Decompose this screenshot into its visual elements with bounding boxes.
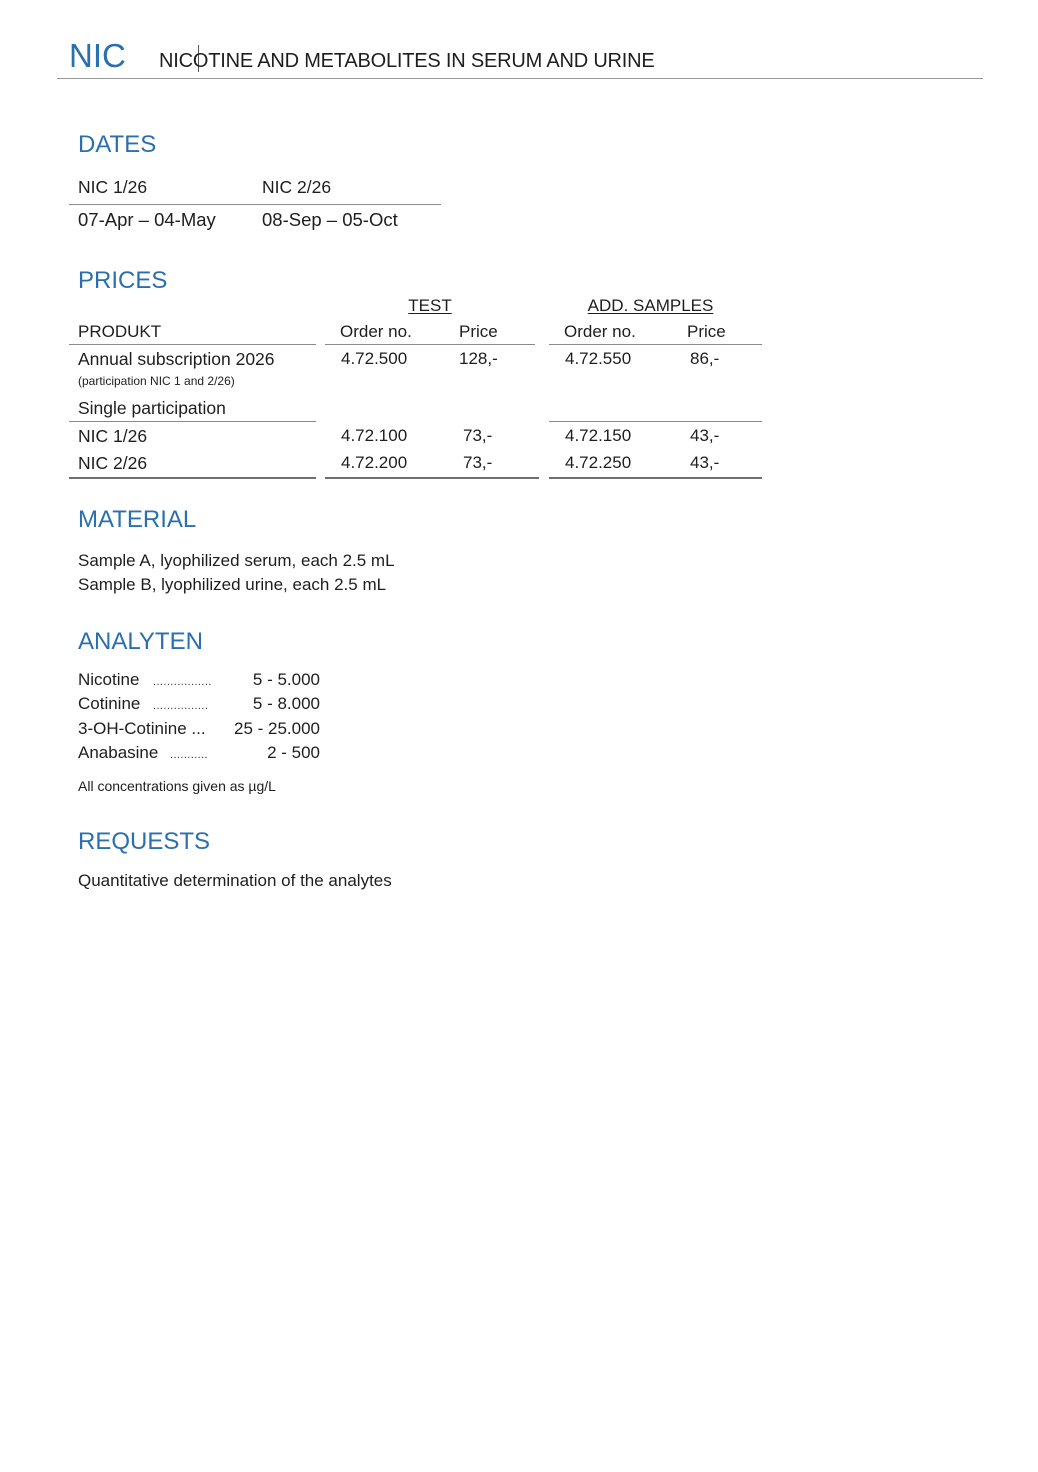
row-nic2-add-order: 4.72.250 <box>565 453 632 472</box>
row-nic2-test-order: 4.72.200 <box>341 453 408 472</box>
col-test-price: Price <box>459 322 498 341</box>
row-nic1-add-price: 43,- <box>690 426 720 445</box>
row-nic1-test-price: 73,- <box>463 426 493 445</box>
prices-bottom-rule-product <box>69 477 316 479</box>
prices-bottom-rule-add <box>549 477 762 479</box>
row-nic2-product: NIC 2/26 <box>78 453 148 473</box>
analyte-leader-1: ................. <box>153 676 212 688</box>
prices-head-rule-add <box>549 344 762 345</box>
dates-col2-value: 08-Sep – 05-Oct <box>262 209 398 230</box>
prices-mid-rule-add <box>549 421 762 422</box>
material-heading: MATERIAL <box>78 506 197 533</box>
row-nic1-product: NIC 1/26 <box>78 426 148 446</box>
requests-heading: REQUESTS <box>78 828 211 855</box>
analyte-range-4: 2 - 500 <box>267 743 320 762</box>
dates-col2-head: NIC 2/26 <box>262 177 332 197</box>
analytes-heading: ANALYTEN <box>78 628 203 655</box>
page-header <box>57 38 983 79</box>
analyte-range-1: 5 - 5.000 <box>252 670 320 689</box>
prices-heading: PRICES <box>78 267 168 294</box>
analyte-name-3: 3-OH-Cotinine ... <box>78 719 206 738</box>
analyte-leader-4: ........... <box>170 749 209 761</box>
material-line-2: Sample B, lyophilized urine, each 2.5 mL <box>78 575 387 594</box>
col-add-price: Price <box>687 322 726 341</box>
col-add-orderno: Order no. <box>564 322 636 341</box>
header-code: NIC <box>69 37 126 74</box>
row-single-label: Single participation <box>78 398 226 418</box>
analyte-name-1: Nicotine <box>78 670 140 689</box>
row-nic2-add-price: 43,- <box>690 453 720 472</box>
dates-col1-value: 07-Apr – 04-May <box>78 209 216 230</box>
dates-rule <box>69 204 441 205</box>
analyte-range-3: 25 - 25.000 <box>233 719 320 738</box>
header-title: NICOTINE AND METABOLITES IN SERUM AND URINE <box>159 50 655 72</box>
prices-group-test: TEST <box>408 296 452 315</box>
prices-head-rule-product <box>69 344 316 345</box>
row-nic2-test-price: 73,- <box>463 453 493 472</box>
dates-col1-head: NIC 1/26 <box>78 177 148 197</box>
row-annual-note: (participation NIC 1 and 2/26) <box>78 374 235 388</box>
prices-bottom-rule-test <box>325 477 539 479</box>
dates-heading: DATES <box>78 131 157 158</box>
col-product: PRODUKT <box>78 322 162 341</box>
row-annual-test-price: 128,- <box>459 349 498 368</box>
prices-group-add: ADD. SAMPLES <box>587 296 714 315</box>
row-nic1-test-order: 4.72.100 <box>341 426 408 445</box>
requests-text: Quantitative determination of the analytes <box>78 871 392 890</box>
row-annual-product: Annual subscription 2026 <box>78 349 275 369</box>
material-line-1: Sample A, lyophilized serum, each 2.5 mL <box>78 551 395 570</box>
prices-mid-rule-product <box>69 421 316 422</box>
prices-head-rule-test <box>325 344 535 345</box>
analyte-name-4: Anabasine <box>78 743 159 762</box>
analyte-leader-2: ................ <box>153 700 209 712</box>
analytes-footnote: All concentrations given as µg/L <box>78 778 276 794</box>
row-nic1-add-order: 4.72.150 <box>565 426 632 445</box>
col-test-orderno: Order no. <box>340 322 412 341</box>
row-annual-add-order: 4.72.550 <box>565 349 632 368</box>
analyte-range-2: 5 - 8.000 <box>252 694 320 713</box>
row-annual-add-price: 86,- <box>690 349 720 368</box>
analyte-name-2: Cotinine <box>78 694 141 713</box>
row-annual-test-order: 4.72.500 <box>341 349 408 368</box>
